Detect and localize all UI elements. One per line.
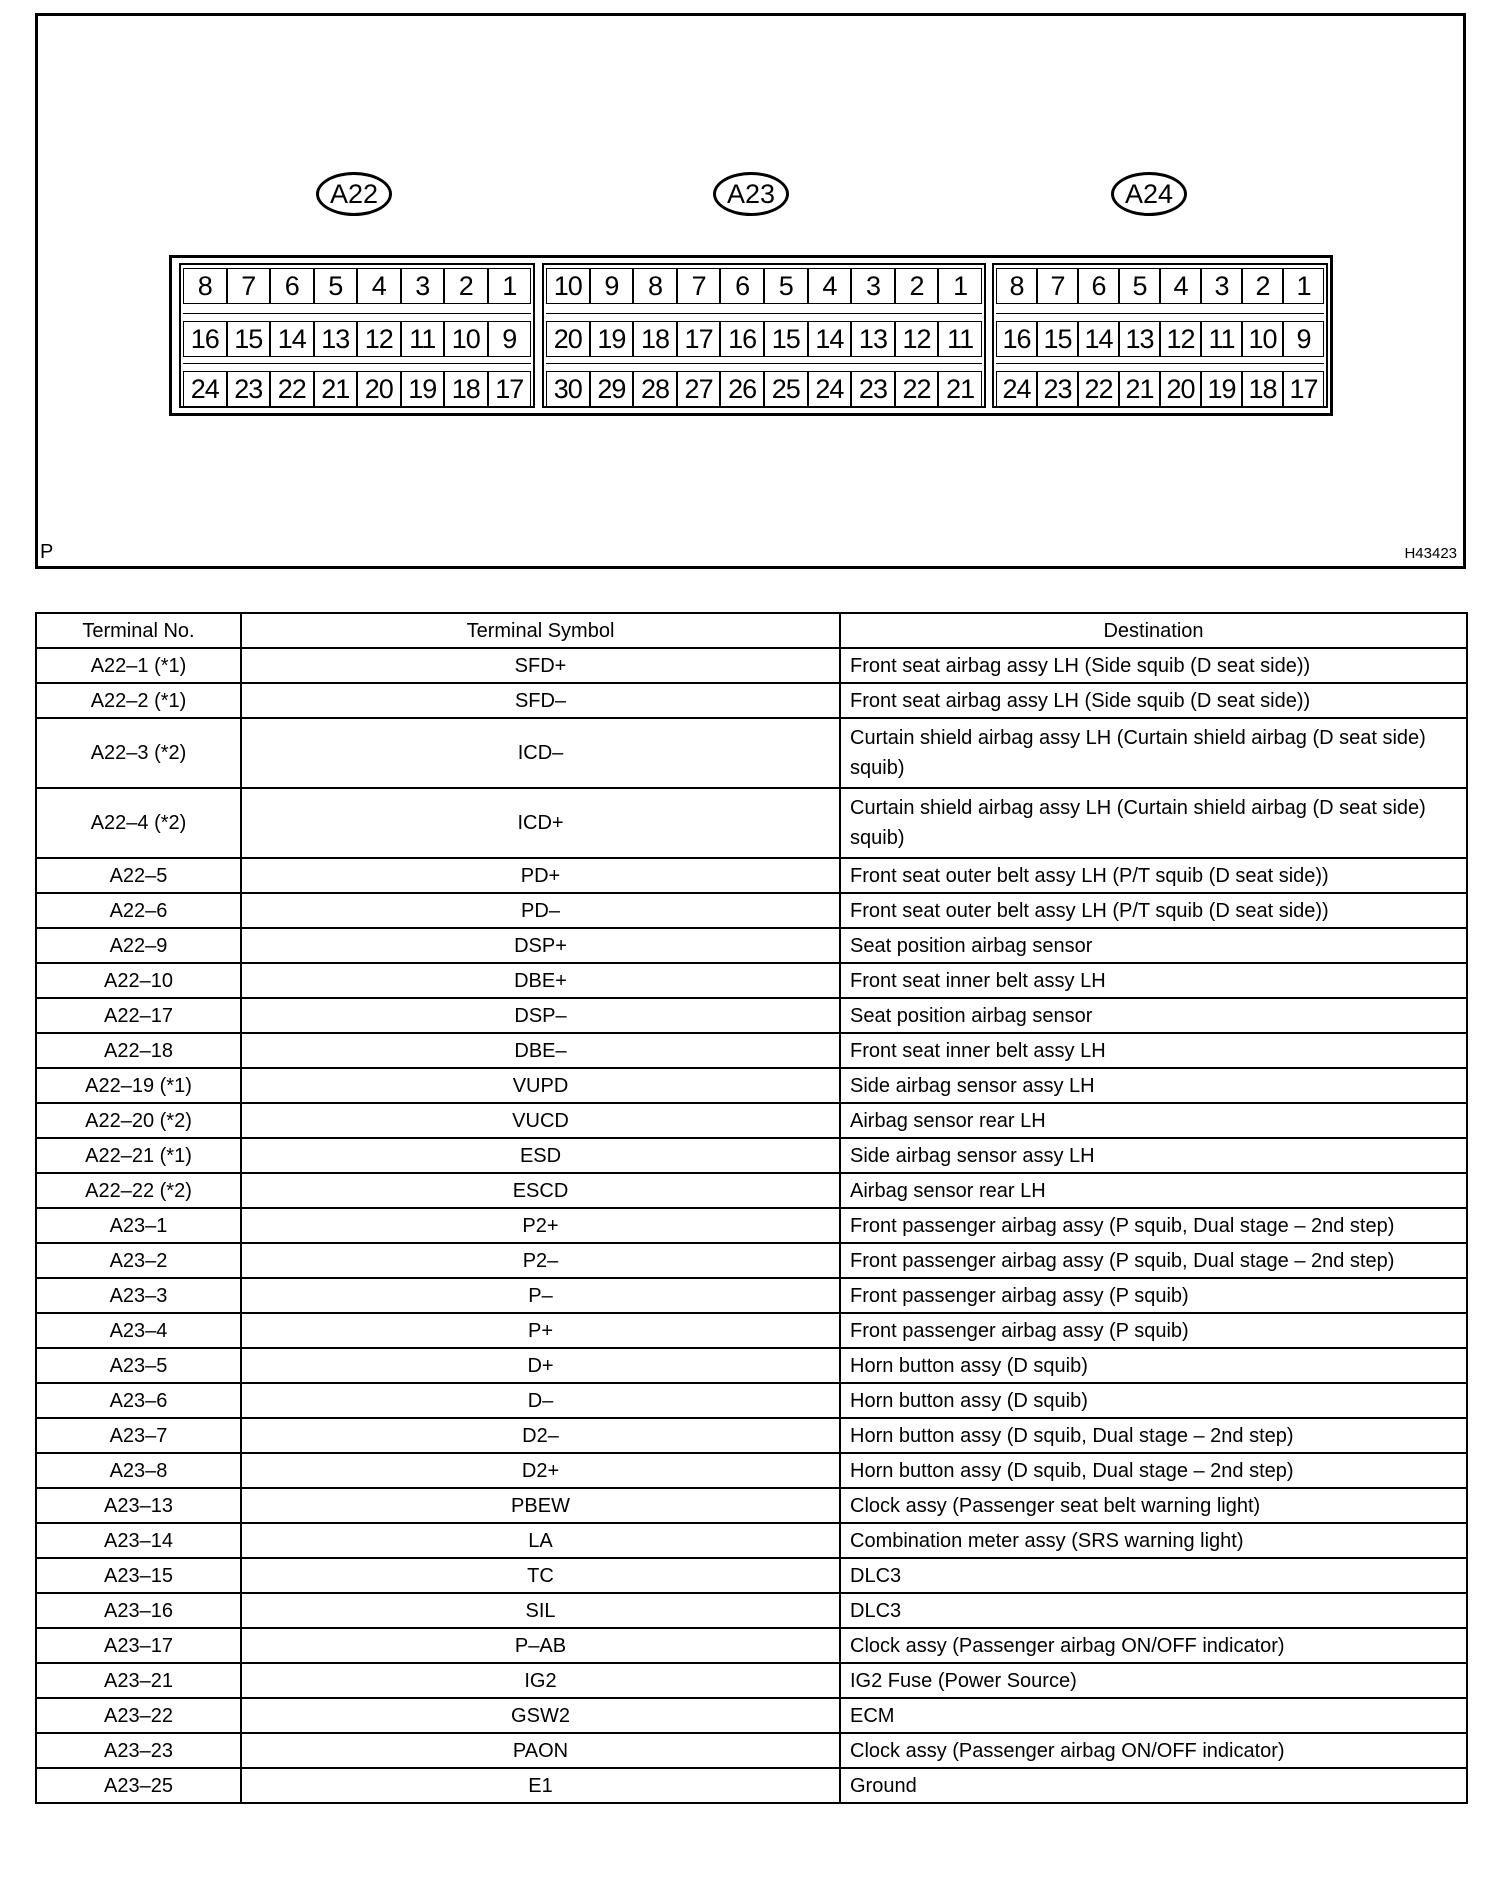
destination-cell: Side airbag sensor assy LH: [840, 1138, 1467, 1173]
table-row: [36, 1103, 1467, 1138]
table-row: [36, 1453, 1467, 1488]
table-row: [36, 1558, 1467, 1593]
pin-row: [996, 268, 1324, 304]
destination-cell: Horn button assy (D squib): [840, 1383, 1467, 1418]
terminal-no-cell: A22–22 (*2): [36, 1173, 241, 1208]
terminal-no-cell: A22–6: [36, 893, 241, 928]
pin-cell: 26: [719, 372, 763, 406]
pin-row: [996, 321, 1324, 357]
pin-cell: 8: [1009, 271, 1024, 301]
terminal-no-cell: A23–8: [36, 1453, 241, 1488]
pin-cell: 3: [1200, 269, 1241, 303]
pin-cell: 29: [589, 372, 633, 406]
pin-cell: 4: [807, 269, 851, 303]
destination-cell: Side airbag sensor assy LH: [840, 1068, 1467, 1103]
destination-cell: Ground: [840, 1768, 1467, 1803]
pin-cell: 1: [937, 269, 981, 303]
table-row: [36, 1278, 1467, 1313]
terminal-symbol-cell: SFD–: [241, 683, 840, 718]
pin-cell: 24: [1002, 374, 1031, 404]
terminal-no-cell: A22–4 (*2): [36, 788, 241, 858]
pin-cell: 21: [937, 372, 981, 406]
terminal-symbol-cell: LA: [241, 1523, 840, 1558]
connector-diagram: [35, 13, 1466, 569]
table-row: [36, 1033, 1467, 1068]
pin-cell: 11: [1200, 322, 1241, 356]
pin-cell: 2: [894, 269, 938, 303]
table-row: [36, 1383, 1467, 1418]
pin-cell: 12: [894, 322, 938, 356]
table-row: [36, 998, 1467, 1033]
terminal-no-cell: A23–23: [36, 1733, 241, 1768]
pin-cell: 19: [1200, 372, 1241, 406]
pin-cell: 20: [553, 324, 582, 354]
header-destination: Destination: [840, 613, 1467, 648]
pin-cell: 12: [1159, 322, 1200, 356]
destination-cell: Combination meter assy (SRS warning light): [840, 1523, 1467, 1558]
terminal-symbol-cell: P+: [241, 1313, 840, 1348]
pin-cell: 15: [763, 322, 807, 356]
terminal-no-cell: A23–5: [36, 1348, 241, 1383]
pin-cell: 10: [1241, 322, 1282, 356]
table-row: [36, 718, 1467, 788]
terminal-no-cell: A23–16: [36, 1593, 241, 1628]
terminal-no-cell: A23–21: [36, 1663, 241, 1698]
table-row: [36, 1523, 1467, 1558]
pin-cell: 16: [719, 322, 763, 356]
terminal-symbol-cell: ICD+: [241, 788, 840, 858]
destination-cell: ECM: [840, 1698, 1467, 1733]
terminal-table: [35, 612, 1468, 1804]
terminal-symbol-cell: IG2: [241, 1663, 840, 1698]
destination-cell: Clock assy (Passenger seat belt warning light): [840, 1488, 1467, 1523]
table-row: [36, 648, 1467, 683]
destination-cell: Front seat inner belt assy LH: [840, 963, 1467, 998]
terminal-symbol-cell: D+: [241, 1348, 840, 1383]
destination-cell: Horn button assy (D squib, Dual stage – 2nd step): [840, 1418, 1467, 1453]
pin-cell: 13: [850, 322, 894, 356]
row-divider: [183, 363, 531, 364]
pin-cell: 5: [763, 269, 807, 303]
table-header-row: [36, 613, 1467, 648]
pin-cell: 3: [850, 269, 894, 303]
destination-cell: Curtain shield airbag assy LH (Curtain shield airbag (D seat side) squib): [840, 718, 1467, 788]
terminal-no-cell: A22–3 (*2): [36, 718, 241, 788]
pin-cell: 20: [356, 372, 400, 406]
terminal-no-cell: A23–17: [36, 1628, 241, 1663]
pin-cell: 14: [807, 322, 851, 356]
pin-cell: 7: [1036, 269, 1077, 303]
terminal-symbol-cell: D–: [241, 1383, 840, 1418]
table-row: [36, 963, 1467, 998]
terminal-symbol-cell: DBE+: [241, 963, 840, 998]
terminal-no-cell: A23–25: [36, 1768, 241, 1803]
pin-cell: 13: [1118, 322, 1159, 356]
table-row: [36, 1628, 1467, 1663]
pin-cell: 18: [1241, 372, 1282, 406]
pin-cell: 17: [676, 322, 720, 356]
pin-cell: 10: [443, 322, 487, 356]
terminal-no-cell: A22–10: [36, 963, 241, 998]
destination-cell: Horn button assy (D squib): [840, 1348, 1467, 1383]
pin-cell: 21: [313, 372, 357, 406]
row-divider: [996, 363, 1324, 364]
terminal-symbol-cell: P2–: [241, 1243, 840, 1278]
pin-row: [546, 321, 982, 357]
destination-cell: Front seat outer belt assy LH (P/T squib (D seat side)): [840, 893, 1467, 928]
destination-cell: DLC3: [840, 1558, 1467, 1593]
terminal-symbol-cell: VUCD: [241, 1103, 840, 1138]
pin-cell: 13: [313, 322, 357, 356]
terminal-no-cell: A23–7: [36, 1418, 241, 1453]
destination-cell: Seat position airbag sensor: [840, 998, 1467, 1033]
table-row: [36, 1733, 1467, 1768]
terminal-no-cell: A23–2: [36, 1243, 241, 1278]
terminal-no-cell: A22–9: [36, 928, 241, 963]
table-row: [36, 893, 1467, 928]
destination-cell: Airbag sensor rear LH: [840, 1173, 1467, 1208]
table-row: [36, 1768, 1467, 1803]
table-row: [36, 788, 1467, 858]
terminal-no-cell: A23–13: [36, 1488, 241, 1523]
pin-cell: 10: [553, 271, 582, 301]
pin-cell: 18: [443, 372, 487, 406]
terminal-symbol-cell: P2+: [241, 1208, 840, 1243]
terminal-no-cell: A23–4: [36, 1313, 241, 1348]
pin-cell: 2: [443, 269, 487, 303]
row-divider: [183, 313, 531, 314]
pin-cell: 30: [553, 374, 582, 404]
pin-cell: 19: [400, 372, 444, 406]
connector-block-a24: [992, 263, 1328, 408]
terminal-no-cell: A22–5: [36, 858, 241, 893]
pin-row: [183, 321, 531, 357]
pin-cell: 14: [1077, 322, 1118, 356]
pin-cell: 8: [197, 271, 212, 301]
pin-cell: 9: [589, 269, 633, 303]
table-row: [36, 1068, 1467, 1103]
terminal-symbol-cell: ESCD: [241, 1173, 840, 1208]
pin-cell: 21: [1118, 372, 1159, 406]
pin-cell: 8: [632, 269, 676, 303]
row-divider: [996, 313, 1324, 314]
terminal-no-cell: A22–2 (*1): [36, 683, 241, 718]
pin-cell: 24: [807, 372, 851, 406]
terminal-no-cell: A22–18: [36, 1033, 241, 1068]
pin-cell: 22: [269, 372, 313, 406]
pin-cell: 22: [894, 372, 938, 406]
destination-cell: Front seat airbag assy LH (Side squib (D seat side)): [840, 683, 1467, 718]
terminal-symbol-cell: PD+: [241, 858, 840, 893]
pin-cell: 19: [589, 322, 633, 356]
terminal-symbol-cell: DBE–: [241, 1033, 840, 1068]
pin-cell: 15: [226, 322, 270, 356]
table-row: [36, 928, 1467, 963]
destination-cell: Front passenger airbag assy (P squib): [840, 1278, 1467, 1313]
destination-cell: Clock assy (Passenger airbag ON/OFF indicator): [840, 1628, 1467, 1663]
destination-cell: Front seat outer belt assy LH (P/T squib (D seat side)): [840, 858, 1467, 893]
terminal-no-cell: A22–20 (*2): [36, 1103, 241, 1138]
terminal-symbol-cell: D2+: [241, 1453, 840, 1488]
pin-cell: 6: [719, 269, 763, 303]
row-divider: [546, 363, 982, 364]
pin-row: [183, 371, 531, 407]
terminal-no-cell: A23–3: [36, 1278, 241, 1313]
connector-block-a22: [179, 263, 535, 408]
pin-cell: 5: [313, 269, 357, 303]
terminal-symbol-cell: E1: [241, 1768, 840, 1803]
table-row: [36, 1243, 1467, 1278]
pin-cell: 28: [632, 372, 676, 406]
table-row: [36, 1208, 1467, 1243]
table-row: [36, 1138, 1467, 1173]
destination-cell: Front passenger airbag assy (P squib, Dual stage – 2nd step): [840, 1208, 1467, 1243]
pin-cell: 14: [269, 322, 313, 356]
terminal-no-cell: A22–1 (*1): [36, 648, 241, 683]
pin-cell: 4: [356, 269, 400, 303]
destination-cell: Front passenger airbag assy (P squib): [840, 1313, 1467, 1348]
terminal-symbol-cell: VUPD: [241, 1068, 840, 1103]
pin-cell: 2: [1241, 269, 1282, 303]
destination-cell: Front seat airbag assy LH (Side squib (D seat side)): [840, 648, 1467, 683]
destination-cell: DLC3: [840, 1593, 1467, 1628]
pin-cell: 17: [487, 372, 531, 406]
pin-cell: 7: [676, 269, 720, 303]
terminal-symbol-cell: P–AB: [241, 1628, 840, 1663]
terminal-no-cell: A22–19 (*1): [36, 1068, 241, 1103]
table-row: [36, 1488, 1467, 1523]
pin-cell: 7: [226, 269, 270, 303]
connector-label-a24: A24: [1111, 172, 1187, 216]
header-terminal-symbol: Terminal Symbol: [241, 613, 840, 648]
pin-cell: 11: [937, 322, 981, 356]
pin-cell: 27: [676, 372, 720, 406]
terminal-no-cell: A22–17: [36, 998, 241, 1033]
ecu-connector-housing: [169, 255, 1333, 416]
destination-cell: Seat position airbag sensor: [840, 928, 1467, 963]
pin-cell: 23: [1036, 372, 1077, 406]
header-terminal-no: Terminal No.: [36, 613, 241, 648]
terminal-symbol-cell: GSW2: [241, 1698, 840, 1733]
destination-cell: IG2 Fuse (Power Source): [840, 1663, 1467, 1698]
connector-block-a23: [542, 263, 986, 408]
terminal-no-cell: A23–14: [36, 1523, 241, 1558]
pin-cell: 24: [190, 374, 219, 404]
destination-cell: Airbag sensor rear LH: [840, 1103, 1467, 1138]
terminal-no-cell: A23–1: [36, 1208, 241, 1243]
figure-id: H43423: [1404, 545, 1457, 562]
table-row: [36, 1313, 1467, 1348]
pin-cell: 23: [226, 372, 270, 406]
table-row: [36, 1348, 1467, 1383]
table-row: [36, 1663, 1467, 1698]
terminal-symbol-cell: P–: [241, 1278, 840, 1313]
corner-mark: P: [40, 541, 54, 563]
terminal-symbol-cell: D2–: [241, 1418, 840, 1453]
pin-cell: 18: [632, 322, 676, 356]
pin-cell: 4: [1159, 269, 1200, 303]
terminal-symbol-cell: ESD: [241, 1138, 840, 1173]
pin-cell: 11: [400, 322, 444, 356]
destination-cell: Front seat inner belt assy LH: [840, 1033, 1467, 1068]
pin-cell: 1: [1282, 269, 1323, 303]
pin-cell: 9: [1282, 322, 1323, 356]
pin-cell: 5: [1118, 269, 1159, 303]
pin-cell: 12: [356, 322, 400, 356]
pin-cell: 6: [1077, 269, 1118, 303]
terminal-symbol-cell: PD–: [241, 893, 840, 928]
terminal-no-cell: A23–22: [36, 1698, 241, 1733]
terminal-no-cell: A23–6: [36, 1383, 241, 1418]
pin-cell: 25: [763, 372, 807, 406]
pin-cell: 20: [1159, 372, 1200, 406]
connector-label-a22: A22: [316, 172, 392, 216]
terminal-symbol-cell: SIL: [241, 1593, 840, 1628]
table-row: [36, 1698, 1467, 1733]
destination-cell: Curtain shield airbag assy LH (Curtain shield airbag (D seat side) squib): [840, 788, 1467, 858]
pin-row: [546, 268, 982, 304]
pin-cell: 9: [487, 322, 531, 356]
pin-row: [996, 371, 1324, 407]
pin-row: [183, 268, 531, 304]
destination-cell: Clock assy (Passenger airbag ON/OFF indicator): [840, 1733, 1467, 1768]
terminal-symbol-cell: PAON: [241, 1733, 840, 1768]
pin-row: [546, 371, 982, 407]
table-row: [36, 858, 1467, 893]
pin-cell: 16: [190, 324, 219, 354]
connector-label-a23: A23: [713, 172, 789, 216]
destination-cell: Horn button assy (D squib, Dual stage – 2nd step): [840, 1453, 1467, 1488]
terminal-symbol-cell: SFD+: [241, 648, 840, 683]
terminal-symbol-cell: TC: [241, 1558, 840, 1593]
pin-cell: 23: [850, 372, 894, 406]
table-row: [36, 1418, 1467, 1453]
table-row: [36, 1173, 1467, 1208]
table-row: [36, 683, 1467, 718]
pin-cell: 15: [1036, 322, 1077, 356]
pin-cell: 17: [1282, 372, 1323, 406]
pin-cell: 1: [487, 269, 531, 303]
terminal-symbol-cell: DSP–: [241, 998, 840, 1033]
terminal-symbol-cell: ICD–: [241, 718, 840, 788]
table-row: [36, 1593, 1467, 1628]
pin-cell: 16: [1002, 324, 1031, 354]
terminal-symbol-cell: DSP+: [241, 928, 840, 963]
pin-cell: 22: [1077, 372, 1118, 406]
terminal-no-cell: A22–21 (*1): [36, 1138, 241, 1173]
destination-cell: Front passenger airbag assy (P squib, Dual stage – 2nd step): [840, 1243, 1467, 1278]
table-body: [36, 648, 1467, 1803]
terminal-no-cell: A23–15: [36, 1558, 241, 1593]
pin-cell: 6: [269, 269, 313, 303]
terminal-symbol-cell: PBEW: [241, 1488, 840, 1523]
pin-cell: 3: [400, 269, 444, 303]
row-divider: [546, 313, 982, 314]
